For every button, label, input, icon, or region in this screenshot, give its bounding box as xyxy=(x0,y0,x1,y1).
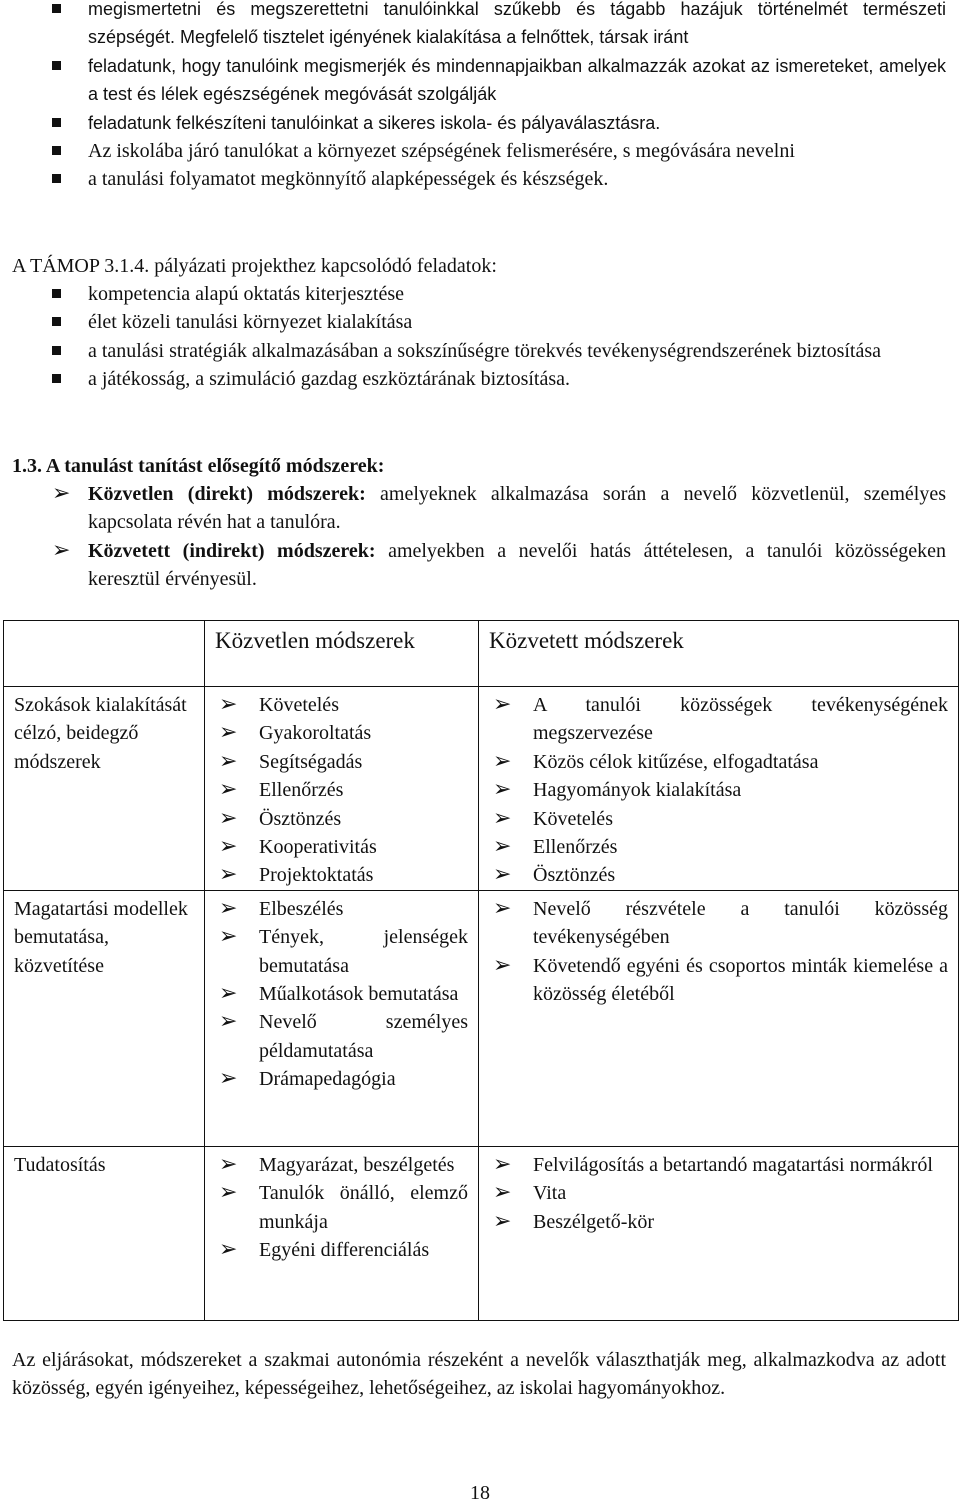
section-number: 1.3. xyxy=(12,455,42,477)
closing-paragraph: Az eljárásokat, módszereket a szakmai autonómia részeként a nevelők választhatják meg, alkalmazkodva az adott közösség, egyén igényeihez, képességeihez, lehetőségeihez, az iskolai hagyományokhoz. xyxy=(12,1349,946,1400)
list-item: ➢ A tanulói közösségek tevékenységének megszervezése xyxy=(493,692,948,745)
section-title: A tanulást tanítást elősegítő módszerek: xyxy=(45,455,385,477)
arrow-bullet-icon: ➢ xyxy=(493,1151,512,1177)
list-item: ➢ Ösztönzés xyxy=(489,861,948,889)
arrow-bullet-icon: ➢ xyxy=(219,924,238,950)
list-item: a tanulási stratégiák alkalmazásában a sokszínűségre törekvés tevékenységrendszerének biztosítása xyxy=(12,337,946,365)
arrow-bullet-icon: ➢ xyxy=(219,1009,238,1035)
table-header-row xyxy=(4,621,959,687)
header-empty-cell xyxy=(4,621,205,687)
table-row xyxy=(4,890,959,1146)
square-bullet-icon xyxy=(52,317,61,326)
arrow-bullet-icon: ➢ xyxy=(219,1180,238,1206)
direct-methods-cell xyxy=(205,687,479,891)
square-bullet-icon xyxy=(52,4,61,13)
arrow-bullet-icon: ➢ xyxy=(52,481,71,506)
list-item: ➢ Közvetett (indirekt) módszerek: amelyekben a nevelői hatás áttételesen, a tanulói közösségeken keresztül érvényesül. xyxy=(52,537,946,591)
arrow-bullet-icon: ➢ xyxy=(219,692,238,717)
arrow-bullet-icon: ➢ xyxy=(219,1066,238,1092)
arrow-bullet-icon: ➢ xyxy=(493,1180,512,1206)
list-item: Az iskolába járó tanulókat a környezet szépségének felismerésére, s megóvására nevelni xyxy=(12,137,946,165)
page-number: 18 xyxy=(470,1482,490,1504)
row-label: Tudatosítás xyxy=(4,1146,205,1320)
list-item: ➢ Ellenőrzés xyxy=(215,776,468,804)
list-item: ➢ Tények, jelenségek bemutatása xyxy=(219,924,468,977)
tamop-heading: A TÁMOP 3.1.4. pályázati projekthez kapcsolódó feladatok: xyxy=(12,255,497,277)
row-label: Magatartási modellek bemutatása, közvetítése xyxy=(4,890,205,1146)
list-item: ➢ Ellenőrzés xyxy=(489,833,948,861)
square-bullet-icon xyxy=(52,174,61,183)
list-item: ➢ Közvetlen (direkt) módszerek: amelyeknek alkalmazása során a nevelő közvetlenül, személyes kapcsolata révén hat a tanulóra. xyxy=(52,481,946,534)
list-item: ➢ Gyakoroltatás xyxy=(215,719,468,747)
table-row xyxy=(4,687,959,891)
list-item: ➢ Követelés xyxy=(489,805,948,833)
section-heading xyxy=(12,452,946,480)
list-item: ➢ Projektoktatás xyxy=(215,861,468,889)
square-bullet-icon xyxy=(52,289,61,298)
arrow-bullet-icon: ➢ xyxy=(219,777,238,803)
direct-methods-cell xyxy=(205,1146,479,1320)
indirect-methods-cell xyxy=(479,687,959,891)
indirect-methods-cell xyxy=(479,1146,959,1320)
indirect-methods-list xyxy=(489,895,948,1009)
indirect-methods-list xyxy=(489,691,948,890)
top-bullet-list xyxy=(12,0,946,194)
arrow-bullet-icon: ➢ xyxy=(219,720,238,746)
arrow-bullet-icon: ➢ xyxy=(219,895,238,921)
row-label: Szokások kialakítását célzó, beidegző módszerek xyxy=(4,687,205,891)
square-bullet-icon xyxy=(52,346,61,355)
arrow-bullet-icon: ➢ xyxy=(493,748,512,774)
list-item: ➢ Magyarázat, beszélgetés xyxy=(215,1151,468,1179)
indirect-methods-cell xyxy=(479,890,959,1146)
list-item: ➢ Felvilágosítás a betartandó magatartási normákról xyxy=(489,1151,948,1179)
list-item: ➢ Egyéni differenciálás xyxy=(215,1236,468,1264)
table-row xyxy=(4,1146,959,1320)
header-indirect-methods: Közvetett módszerek xyxy=(479,621,959,687)
direct-methods-list xyxy=(215,691,468,890)
header-direct-methods: Közvetlen módszerek xyxy=(205,621,479,687)
arrow-bullet-icon: ➢ xyxy=(493,805,512,831)
list-item: ➢ Nevelő részvétele a tanulói közösség tevékenységében xyxy=(493,895,948,949)
list-item: ➢ Drámapedagógia xyxy=(215,1065,468,1093)
arrow-bullet-icon: ➢ xyxy=(493,692,512,717)
arrow-bullet-icon: ➢ xyxy=(493,895,512,921)
arrow-bullet-icon: ➢ xyxy=(219,1237,238,1263)
indirect-methods-list xyxy=(489,1151,948,1236)
list-item: ➢ Követendő egyéni és csoportos minták kiemelése a közösség életéből xyxy=(493,952,948,1006)
arrow-bullet-icon: ➢ xyxy=(52,537,71,563)
list-item: feladatunk, hogy tanulóink megismerjék és mindennapjaikban alkalmazzák azokat az ismereteket, amelyek a test és lélek egészségének megóvását szolgálják xyxy=(12,52,946,109)
list-item: megismertetni és megszerettetni tanulóinkkal szűkebb és tágabb hazájuk történelmét természeti szépségét. Megfelelő tisztelet igényének kialakítása a felnőttek, társak iránt xyxy=(12,0,946,52)
square-bullet-icon xyxy=(52,61,61,70)
list-item: ➢ Közös célok kitűzése, elfogadtatása xyxy=(489,748,948,776)
arrow-bullet-icon: ➢ xyxy=(493,777,512,803)
direct-methods-list xyxy=(215,1151,468,1265)
arrow-bullet-icon: ➢ xyxy=(493,1208,512,1234)
square-bullet-icon xyxy=(52,146,61,155)
list-item: ➢ Hagyományok kialakítása xyxy=(489,776,948,804)
direct-methods-cell xyxy=(205,890,479,1146)
arrow-bullet-icon: ➢ xyxy=(219,862,238,888)
arrow-bullet-icon: ➢ xyxy=(219,805,238,831)
list-item: ➢ Műalkotások bemutatása xyxy=(215,980,468,1008)
list-item: ➢ Vita xyxy=(489,1179,948,1207)
list-item: ➢ Tanulók önálló, elemző munkája xyxy=(219,1180,468,1233)
list-item: a játékosság, a szimuláció gazdag eszköztárának biztosítása. xyxy=(12,365,946,393)
list-item: feladatunk felkészíteni tanulóinkat a sikeres iskola- és pályaválasztásra. xyxy=(12,109,946,137)
method-types-list xyxy=(12,480,946,594)
list-item: a tanulási folyamatot megkönnyítő alapképességek és készségek. xyxy=(12,165,946,193)
list-item: ➢ Elbeszélés xyxy=(215,895,468,923)
methods-table xyxy=(3,620,959,1321)
list-item: ➢ Kooperativitás xyxy=(215,833,468,861)
list-item: ➢ Nevelő személyes példamutatása xyxy=(219,1009,468,1062)
arrow-bullet-icon: ➢ xyxy=(493,834,512,860)
arrow-bullet-icon: ➢ xyxy=(219,1151,238,1177)
list-item: élet közeli tanulási környezet kialakítása xyxy=(12,308,946,336)
arrow-bullet-icon: ➢ xyxy=(219,748,238,774)
arrow-bullet-icon: ➢ xyxy=(493,862,512,888)
tamop-list xyxy=(12,280,946,394)
square-bullet-icon xyxy=(52,118,61,127)
list-item: ➢ Beszélgető-kör xyxy=(489,1208,948,1236)
list-item: kompetencia alapú oktatás kiterjesztése xyxy=(12,280,946,308)
list-item: ➢ Segítségadás xyxy=(215,748,468,776)
arrow-bullet-icon: ➢ xyxy=(493,952,512,978)
list-item: ➢ Ösztönzés xyxy=(215,805,468,833)
direct-methods-list xyxy=(215,895,468,1094)
arrow-bullet-icon: ➢ xyxy=(219,981,238,1007)
arrow-bullet-icon: ➢ xyxy=(219,834,238,860)
square-bullet-icon xyxy=(52,374,61,383)
list-item: ➢ Követelés xyxy=(215,691,468,719)
